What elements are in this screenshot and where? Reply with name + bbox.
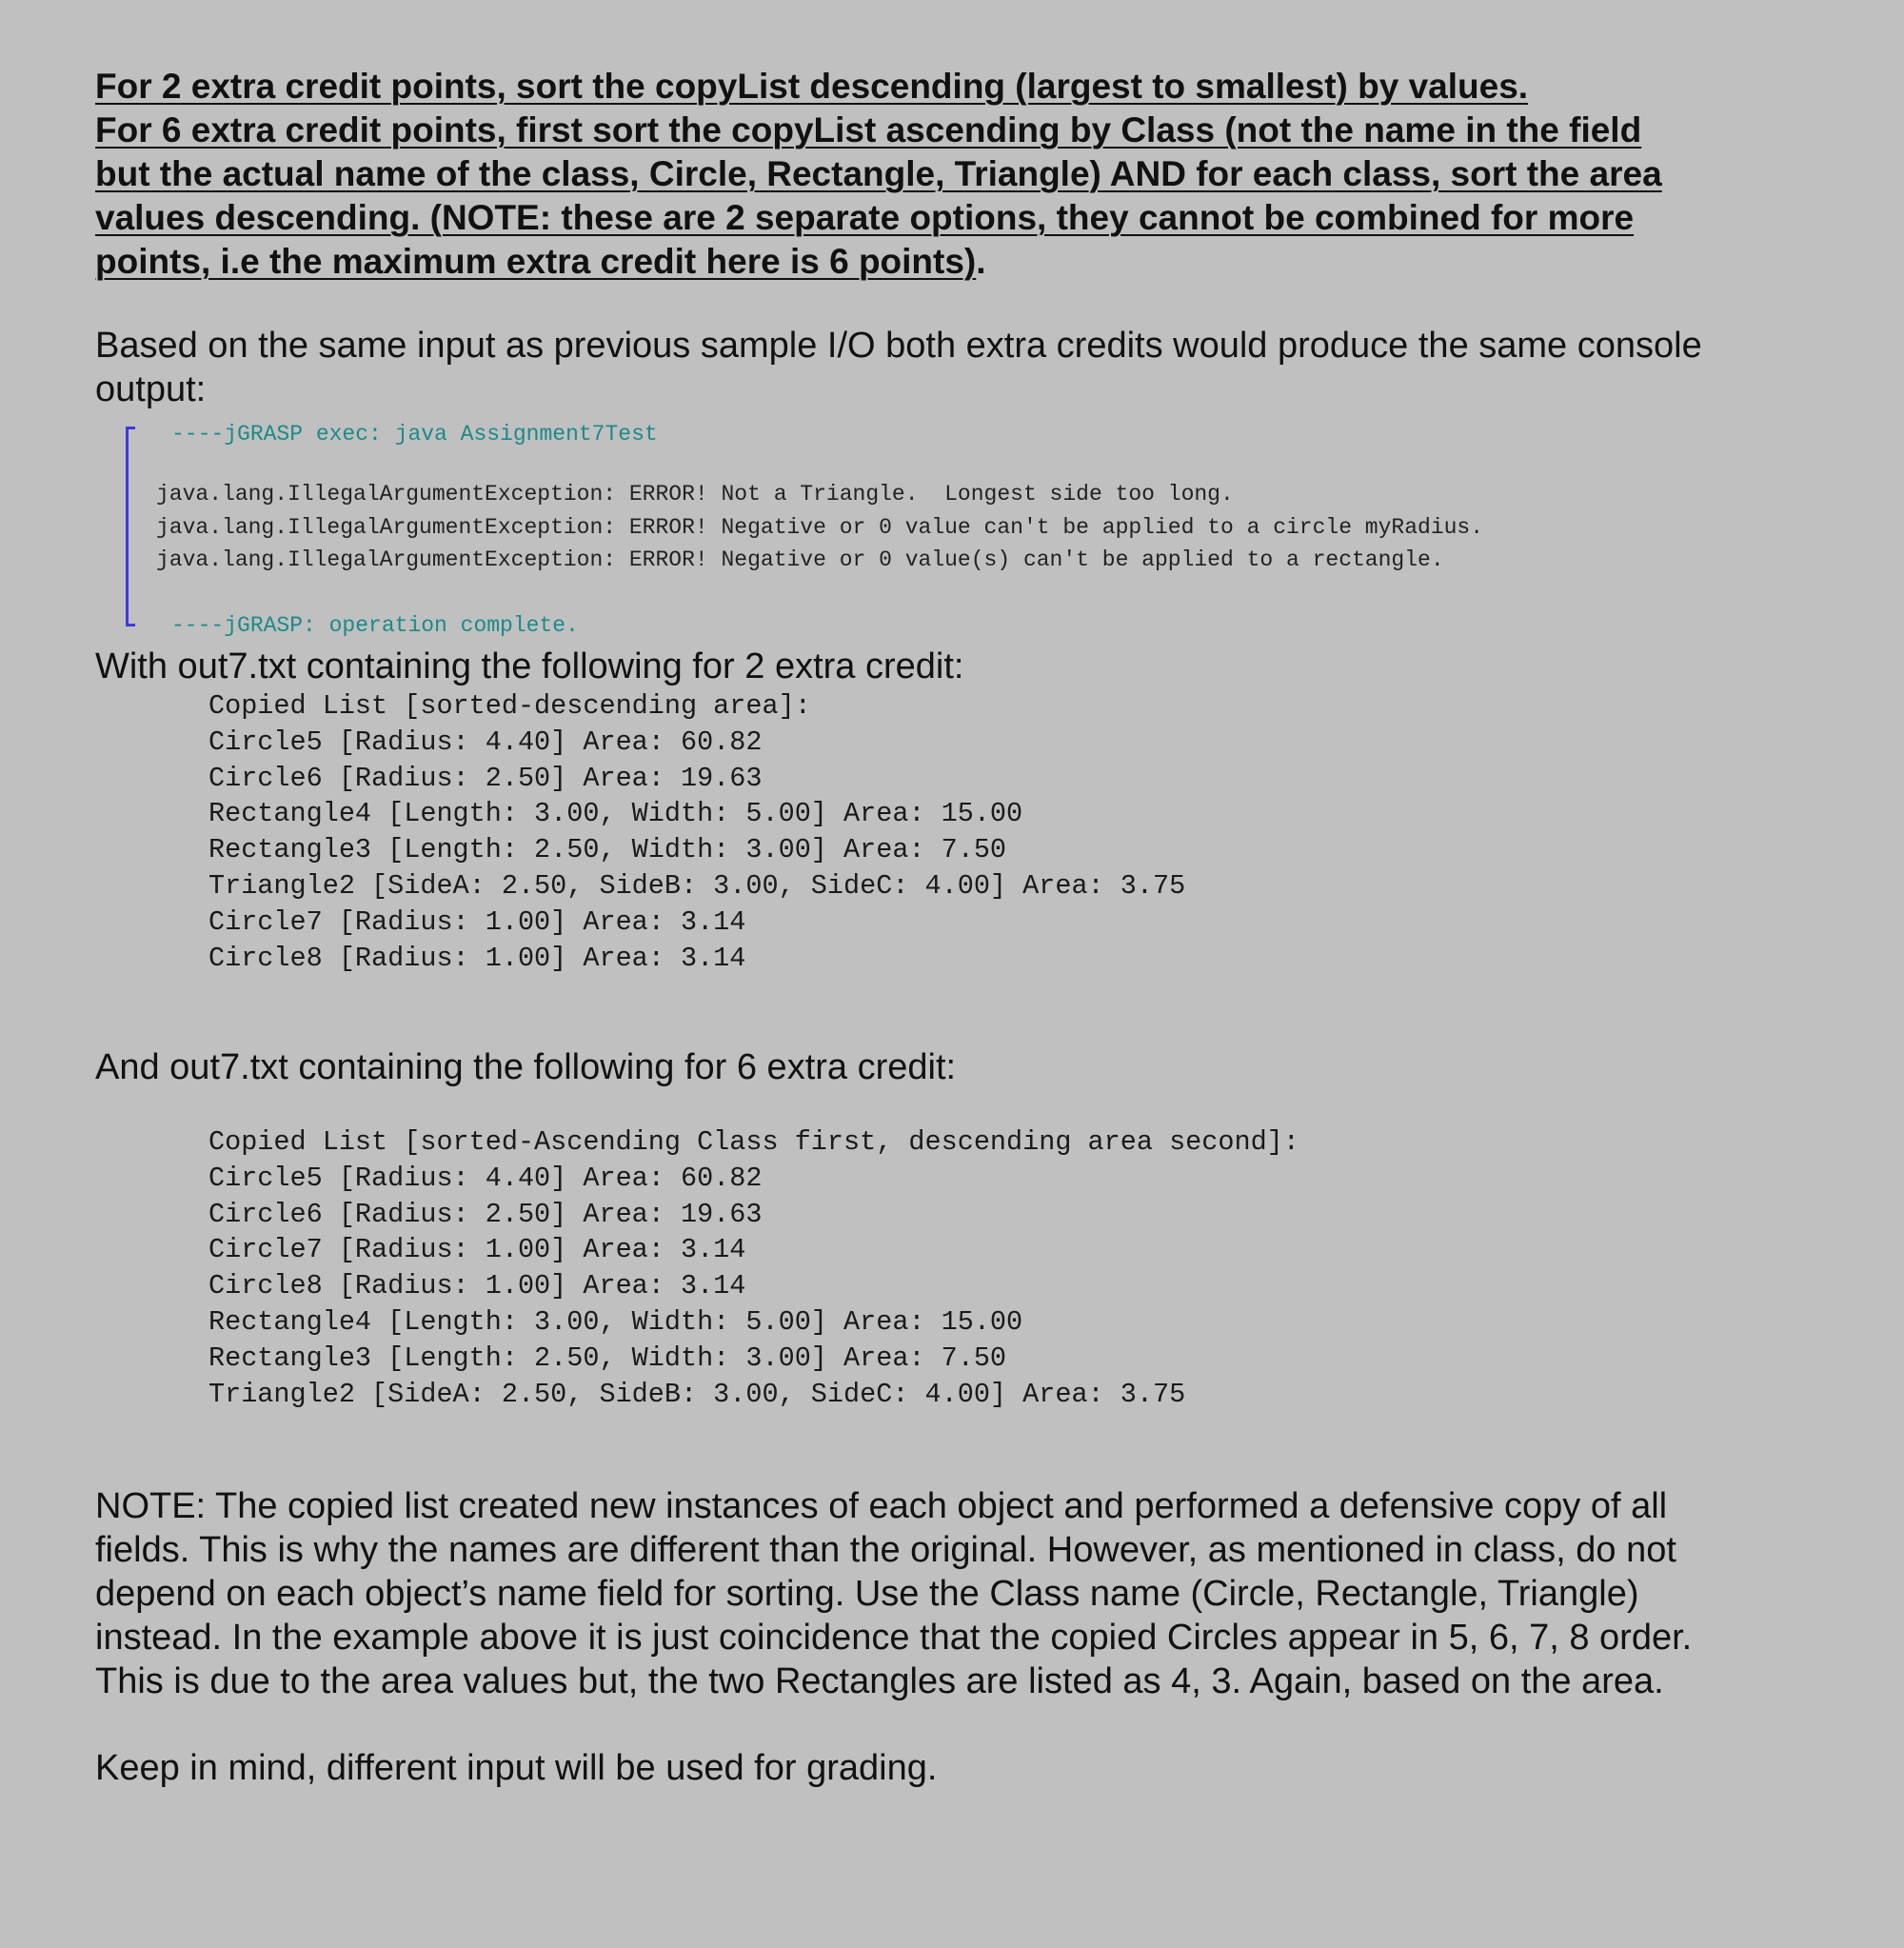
extra-credit-line: points, i.e the maximum extra credit here is 6 points). (95, 242, 986, 281)
output-line: Circle8 [Radius: 1.00] Area: 3.14 (208, 942, 746, 974)
output-line: Triangle2 [SideA: 2.50, SideB: 3.00, SideC: 4.00] Area: 3.75 (208, 869, 1186, 902)
output-line: Copied List [sorted-Ascending Class first, descending area second]: (208, 1126, 1299, 1158)
document-page (95, 0, 1885, 1948)
console-error-line: java.lang.IllegalArgumentException: ERROR! Not a Triangle. Longest side too long. (156, 482, 1234, 507)
intro-paragraph (95, 324, 1702, 411)
output-line: Rectangle3 [Length: 2.50, Width: 3.00] Area: 7.50 (208, 834, 1007, 866)
two-credit-output (208, 688, 1185, 976)
output-line: Circle5 [Radius: 4.40] Area: 60.82 (208, 726, 763, 758)
note-paragraph (95, 1484, 1692, 1703)
six-credit-output (208, 1124, 1299, 1412)
note-line: instead. In the example above it is just coincidence that the copied Circles appear in 5, 6, 7, 8 order. (95, 1618, 1693, 1658)
extra-credit-instructions (95, 65, 1885, 284)
six-credit-heading: And out7.txt containing the following for 6 extra credit: (95, 1047, 957, 1087)
intro-line-1: Based on the same input as previous sample I/O both extra credits would produce the same console (95, 326, 1702, 366)
output-line: Rectangle3 [Length: 2.50, Width: 3.00] Area: 7.50 (208, 1342, 1007, 1374)
output-line: Copied List [sorted-descending area]: (208, 690, 811, 722)
closing-line: Keep in mind, different input will be used for grading. (95, 1748, 938, 1788)
two-credit-heading: With out7.txt containing the following for 2 extra credit: (95, 646, 964, 686)
console-output (124, 421, 1837, 638)
note-line: This is due to the area values but, the two Rectangles are listed as 4, 3. Again, based on the area. (95, 1661, 1664, 1701)
console-exec-line: ----jGRASP exec: java Assignment7Test (171, 422, 658, 447)
output-line: Circle6 [Radius: 2.50] Area: 19.63 (208, 1198, 763, 1230)
console-error-line: java.lang.IllegalArgumentException: ERROR! Negative or 0 value can't be applied to a circle myRadius. (156, 515, 1484, 540)
output-line: Circle7 [Radius: 1.00] Area: 3.14 (208, 1234, 746, 1266)
console-complete-line: ----jGRASP: operation complete. (171, 613, 579, 638)
extra-credit-line: For 6 extra credit points, first sort the copyList ascending by Class (not the name in the field (95, 110, 1642, 149)
intro-line-2: output: (95, 369, 207, 409)
extra-credit-line: For 2 extra credit points, sort the copyList descending (largest to smallest) by values. (95, 67, 1529, 106)
output-line: Triangle2 [SideA: 2.50, SideB: 3.00, SideC: 4.00] Area: 3.75 (208, 1378, 1186, 1410)
note-line: fields. This is why the names are different than the original. However, as mentioned in class, do not (95, 1530, 1676, 1570)
output-line: Circle8 [Radius: 1.00] Area: 3.14 (208, 1270, 746, 1302)
console-error-line: java.lang.IllegalArgumentException: ERROR! Negative or 0 value(s) can't be applied to a rectangle. (156, 547, 1444, 572)
note-line: depend on each object’s name field for sorting. Use the Class name (Circle, Rectangle, Triangle) (95, 1574, 1639, 1614)
extra-credit-line: but the actual name of the class, Circle, Rectangle, Triangle) AND for each class, sort the area (95, 154, 1662, 193)
output-line: Rectangle4 [Length: 3.00, Width: 5.00] Area: 15.00 (208, 1305, 1023, 1338)
note-line: NOTE: The copied list created new instances of each object and performed a defensive copy of all (95, 1486, 1668, 1526)
output-line: Rectangle4 [Length: 3.00, Width: 5.00] Area: 15.00 (208, 798, 1023, 830)
console-bracket (126, 427, 135, 626)
output-line: Circle5 [Radius: 4.40] Area: 60.82 (208, 1162, 763, 1194)
output-line: Circle6 [Radius: 2.50] Area: 19.63 (208, 762, 763, 794)
extra-credit-line: values descending. (NOTE: these are 2 separate options, they cannot be combined for more (95, 198, 1635, 237)
output-line: Circle7 [Radius: 1.00] Area: 3.14 (208, 905, 746, 938)
